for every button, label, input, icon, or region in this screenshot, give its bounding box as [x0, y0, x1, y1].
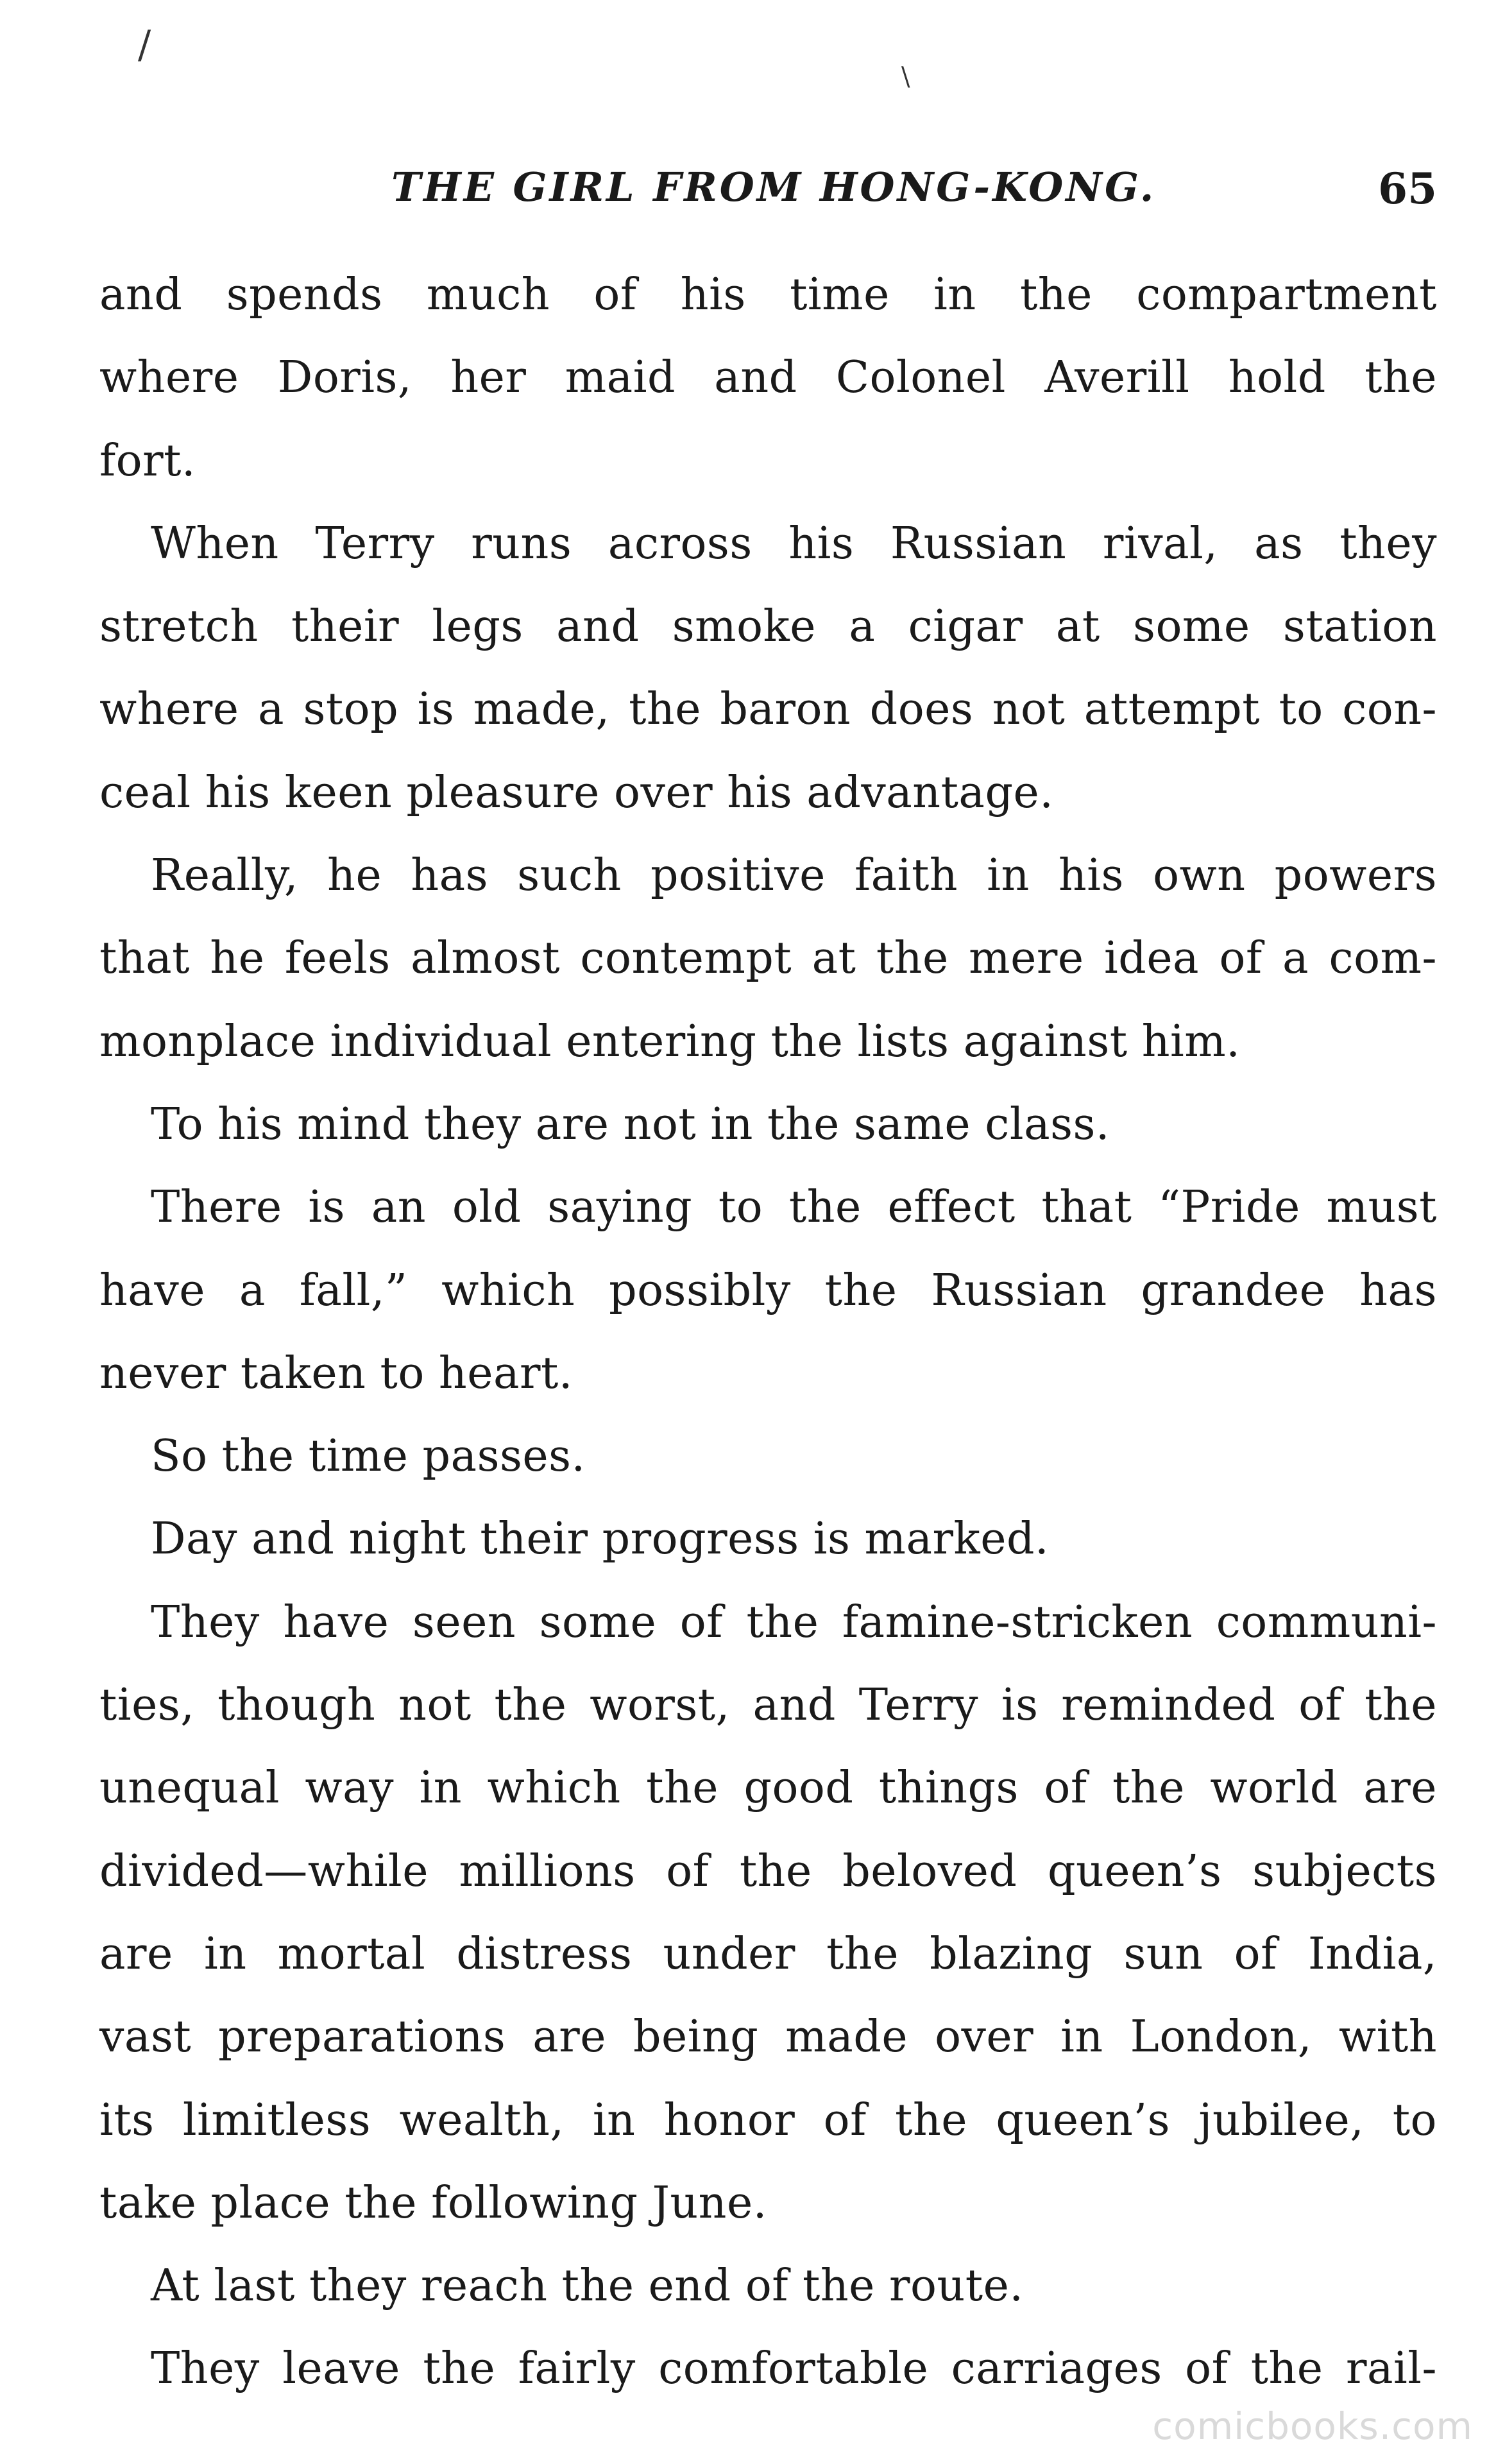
text-line: unequal way in which the good things of the world are: [99, 1763, 1437, 1814]
page-number: 65: [1378, 164, 1437, 214]
text-line: At last they reach the end of the route.: [151, 2261, 1024, 2312]
text-line: They have seen some of the famine-stricken communi-: [151, 1596, 1437, 1648]
text-line: take place the following June.: [99, 2177, 767, 2229]
text-line: that he feels almost contempt at the mere idea of a com-: [99, 933, 1437, 984]
text-line: When Terry runs across his Russian rival, as they: [151, 518, 1437, 569]
text-line: fort.: [99, 435, 196, 486]
text-line: Day and night their progress is marked.: [151, 1514, 1050, 1565]
text-line: divided—while millions of the beloved queen’s subjects: [99, 1845, 1437, 1897]
text-line: monplace individual entering the lists against him.: [99, 1016, 1241, 1067]
text-line: They leave the fairly comfortable carriages of the rail-: [151, 2343, 1437, 2395]
text-line: stretch their legs and smoke a cigar at some station: [99, 601, 1437, 653]
text-line: and spends much of his time in the compartment: [99, 270, 1437, 320]
ink-speck: /: [138, 22, 151, 67]
text-line: Really, he has such positive faith in his own powers: [151, 850, 1437, 902]
text-line: So the time passes.: [151, 1431, 586, 1482]
text-line: are in mortal distress under the blazing sun of India,: [99, 1928, 1437, 1980]
text-line: To his mind they are not in the same class.: [151, 1099, 1110, 1150]
text-line: ties, though not the worst, and Terry is reminded of the: [99, 1680, 1437, 1731]
text-line: have a fall,” which possibly the Russian grandee has: [99, 1265, 1437, 1316]
text-line: never taken to heart.: [99, 1348, 573, 1399]
page-header: [103, 164, 1463, 221]
text-line: its limitless wealth, in honor of the queen’s jubilee, to: [99, 2094, 1437, 2146]
text-line: where a stop is made, the baron does not attempt to con-: [99, 684, 1437, 735]
text-line: where Doris, her maid and Colonel Averill hold the: [99, 352, 1437, 404]
ink-speck: \: [901, 62, 910, 92]
text-line: There is an old saying to the effect that “Pride must: [151, 1182, 1437, 1233]
text-line: ceal his keen pleasure over his advantage.: [99, 767, 1054, 818]
running-title: THE GIRL FROM HONG-KONG.: [391, 164, 1157, 210]
body-text: [99, 253, 1437, 2411]
text-line: vast preparations are being made over in London, with: [99, 2012, 1437, 2063]
watermark: comicbooks.com: [1152, 2404, 1473, 2448]
